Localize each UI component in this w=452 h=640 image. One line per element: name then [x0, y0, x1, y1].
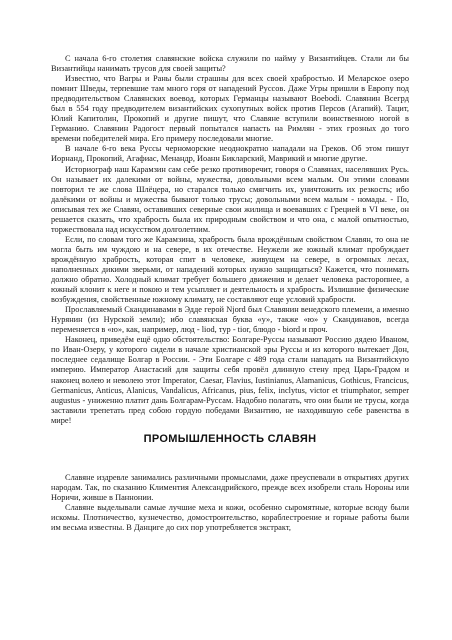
paragraph: Историограф наш Карамзин сам себе резко противоречит, говоря о Славянах, населявших Русь. Он называет их далекими от войны, мужества, довольными всем малым. Он этими словами повторил те же слова Шлёцера, но старался только смягчить их, уничтожить их резкость; ибо далёкими от войны и мужества бывают только трусы; довольными всем малым - номады. - По, описывая тех же Славян, оставивших северные свои жилища и воевавших с Грецией в VI веке, он решается сказать, что храбрость была их природным свойством и что она, с малой опытностью, торжествовала над искусством долголетним.	[51, 164, 409, 234]
paragraph: В начале 6-го века Руссы черноморские неоднократно нападали на Греков. Об этом пишут Иорнанд, Прокопий, Агафиас, Менандр, Иоанн Бикларский, Маврикий и многие другие.	[51, 144, 409, 164]
paragraph: Известно, что Вагры и Раны были страшны для всех своей храбростью. И Меларское озеро помнит Шведы, терпевшие там много горя от нападений Руссов. Даже Угры пришли в Европу под предводительством Славянских воевод, которых Германцы называют Boebodi. Славянин Всегрд был в 554 году предводителем византийских сухопутных войск против Персов (Агапий). Тацит, Юлий Капитолин, Прокопий и другие пишут, что Славяне вступили воинственною ногой в Германию. Славянин Радогост первый попытался напасть на Римлян - этих грозных до того времени победителей мира. Его примеру последовали многие.	[51, 74, 409, 144]
paragraph: Славяне издревле занимались различными промыслами, даже преуспевали в открытиях других народам. Так, по сказанию Климентия Александрийского, прежде всех изобрели сталь Нороны или Норичи, живше в Паннонии.	[51, 473, 409, 503]
paragraph: Прославляемый Скандинавами в Эдде герой Njord был Славянин венедского племени, а именно Нурянин (из Нурской земли); ибо славянская буква «у», также «ю» у Скандинавов, всегда переменяется в «ю», как, например, люд - liod, тур - tior, блюдо - biord и проч.	[51, 305, 409, 335]
paragraph: Наконец, приведём ещё одно обстоятельство: Болгаре-Руссы называют Россию дядею Иваном, по Иван-Озеру, у которого сидели в начале христианской эры Руссы и из которого вытекает Дон, последнее седалище Болгар в России. - Эти Болгаре с 489 года стали нападать на Византийскую империю. Император Анастасий для защиты себя провёл длинную стену пред Царь-Градом и наконец волею и неволею этот Imperator, Caesar, Flavius, Iustinianus, Alamanicus, Gothicus, Francicus, Germanicus, Anticus, Alanicus, Vandalicus, Africanus, pius, felix, inclytus, victor et triumphator, semper augustus - униженно платит дань Болгарам-Руссам. Надобно полагать, что они были не трусы, когда заставили трепетать пред собою гордую победами Византию, не находившую себе равенства в мире!	[51, 335, 409, 425]
document-body	[51, 54, 409, 426]
paragraph: Славяне выделывали самые лучшие меха и кожи, особенно сыромятные, которые всюду были искомы. Плотничество, кузнечество, домостроительство, кораблестроение и горные работы были им весьма известны. В Данциге до сих пор употребляется экстракт,	[51, 503, 409, 533]
section-body	[51, 473, 409, 533]
paragraph: Если, по словам того же Карамзина, храбрость была врождённым свойством Славян, то она не могла быть им чуждою и на севере, в их отечестве. Неужели же южный климат пробуждает врождённую храбрость, которая спит в человеке, живущем на севере, в огромных лесах, наполненных дикими зверьми, от нападений которых нужно защищаться? Кажется, что понимать должно обратно. Холодный климат требует большего движения и делает человека расторопнее, а южный клонит к неге и покою и тем усыпляет и деятельность и храбрость. Излишние физические возбуждения, свойственные южному климату, не составляют еще условий храбрости.	[51, 234, 409, 305]
section-heading: ПРОМЫШЛЕННОСТЬ СЛАВЯН	[143, 433, 317, 445]
paragraph: С начала 6-го столетия славянские войска служили по найму у Византийцев. Стали ли бы Византийцы нанимать трусов для своей защиты?	[51, 54, 409, 74]
